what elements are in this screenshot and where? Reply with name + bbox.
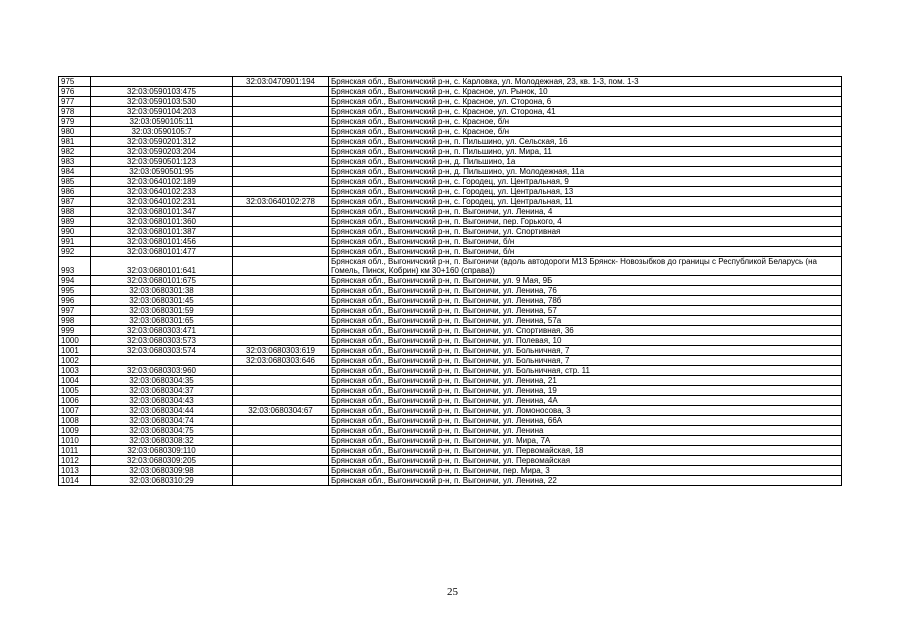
table-row xyxy=(59,346,842,356)
cell-address: Брянская обл., Выгоничский р-н, п. Выгоничи, ул. Ленина, 4А xyxy=(329,396,842,406)
cell-related-cadastral-number xyxy=(233,366,329,376)
table-row xyxy=(59,456,842,466)
cell-row-number: 1011 xyxy=(59,446,91,456)
cell-cadastral-number: 32:03:0680301:59 xyxy=(91,306,233,316)
cell-cadastral-number: 32:03:0590103:475 xyxy=(91,87,233,97)
cell-related-cadastral-number xyxy=(233,456,329,466)
cell-address: Брянская обл., Выгоничский р-н, с. Городец, ул. Центральная, 11 xyxy=(329,197,842,207)
cell-cadastral-number: 32:03:0680309:98 xyxy=(91,466,233,476)
cell-address: Брянская обл., Выгоничский р-н, п. Выгоничи, ул. Ленина, 19 xyxy=(329,386,842,396)
cell-row-number: 981 xyxy=(59,137,91,147)
cell-row-number: 1000 xyxy=(59,336,91,346)
table-row xyxy=(59,286,842,296)
cell-address: Брянская обл., Выгоничский р-н, с. Красное, б/н xyxy=(329,127,842,137)
cell-related-cadastral-number xyxy=(233,386,329,396)
cell-related-cadastral-number xyxy=(233,237,329,247)
cell-row-number: 985 xyxy=(59,177,91,187)
cell-cadastral-number: 32:03:0680303:574 xyxy=(91,346,233,356)
cell-cadastral-number: 32:03:0590501:123 xyxy=(91,157,233,167)
table-row xyxy=(59,376,842,386)
cell-address: Брянская обл., Выгоничский р-н, п. Выгоничи, ул. Ленина, 78б xyxy=(329,296,842,306)
cell-address: Брянская обл., Выгоничский р-н, п. Выгоничи, ул. Ленина, 4 xyxy=(329,207,842,217)
table-row xyxy=(59,77,842,87)
cell-cadastral-number: 32:03:0680303:471 xyxy=(91,326,233,336)
cell-related-cadastral-number xyxy=(233,416,329,426)
table-row xyxy=(59,426,842,436)
cell-row-number: 988 xyxy=(59,207,91,217)
table-row xyxy=(59,157,842,167)
cell-address: Брянская обл., Выгоничский р-н, с. Красное, ул. Сторона, 41 xyxy=(329,107,842,117)
cell-related-cadastral-number xyxy=(233,167,329,177)
registry-table-body xyxy=(59,77,842,486)
cell-cadastral-number: 32:03:0680303:960 xyxy=(91,366,233,376)
cell-address: Брянская обл., Выгоничский р-н, с. Карловка, ул. Молодежная, 23, кв. 1-3, пом. 1-3 xyxy=(329,77,842,87)
cell-address: Брянская обл., Выгоничский р-н, п. Выгоничи, ул. Первомайская, 18 xyxy=(329,446,842,456)
cell-row-number: 992 xyxy=(59,247,91,257)
cell-cadastral-number xyxy=(91,356,233,366)
table-row xyxy=(59,466,842,476)
cell-row-number: 977 xyxy=(59,97,91,107)
table-row xyxy=(59,476,842,486)
cell-row-number: 978 xyxy=(59,107,91,117)
cell-related-cadastral-number xyxy=(233,336,329,346)
cell-related-cadastral-number xyxy=(233,217,329,227)
cell-row-number: 976 xyxy=(59,87,91,97)
cell-row-number: 1013 xyxy=(59,466,91,476)
cell-address: Брянская обл., Выгоничский р-н, п. Выгоничи, ул. Мира, 7А xyxy=(329,436,842,446)
cell-cadastral-number: 32:03:0640102:189 xyxy=(91,177,233,187)
cell-row-number: 987 xyxy=(59,197,91,207)
cell-address: Брянская обл., Выгоничский р-н, п. Выгоничи, ул. Ленина, 76 xyxy=(329,286,842,296)
cell-related-cadastral-number xyxy=(233,117,329,127)
cell-related-cadastral-number xyxy=(233,316,329,326)
cell-cadastral-number: 32:03:0680101:347 xyxy=(91,207,233,217)
cell-cadastral-number: 32:03:0680101:641 xyxy=(91,257,233,276)
cell-cadastral-number: 32:03:0680309:110 xyxy=(91,446,233,456)
cell-related-cadastral-number xyxy=(233,107,329,117)
cell-related-cadastral-number: 32:03:0640102:278 xyxy=(233,197,329,207)
cell-related-cadastral-number xyxy=(233,476,329,486)
cell-address: Брянская обл., Выгоничский р-н, п. Пильшино, ул. Мира, 11 xyxy=(329,147,842,157)
cell-related-cadastral-number xyxy=(233,187,329,197)
table-row xyxy=(59,167,842,177)
table-row xyxy=(59,177,842,187)
cell-row-number: 1008 xyxy=(59,416,91,426)
cell-cadastral-number: 32:03:0680303:573 xyxy=(91,336,233,346)
cell-row-number: 1014 xyxy=(59,476,91,486)
table-row xyxy=(59,257,842,276)
cell-row-number: 980 xyxy=(59,127,91,137)
table-row xyxy=(59,227,842,237)
cell-row-number: 997 xyxy=(59,306,91,316)
cell-cadastral-number: 32:03:0680101:477 xyxy=(91,247,233,257)
cell-row-number: 990 xyxy=(59,227,91,237)
cell-address: Брянская обл., Выгоничский р-н, п. Выгоничи, ул. Ленина xyxy=(329,426,842,436)
cell-address: Брянская обл., Выгоничский р-н, с. Городец, ул. Центральная, 9 xyxy=(329,177,842,187)
page-number: 25 xyxy=(447,586,458,598)
cell-cadastral-number: 32:03:0590105:7 xyxy=(91,127,233,137)
cell-row-number: 1005 xyxy=(59,386,91,396)
cell-related-cadastral-number xyxy=(233,376,329,386)
cell-address: Брянская обл., Выгоничский р-н, п. Выгоничи, ул. Ленина, 57а xyxy=(329,316,842,326)
cell-cadastral-number: 32:03:0680304:43 xyxy=(91,396,233,406)
cell-address: Брянская обл., Выгоничский р-н, п. Выгоничи, ул. Ленина, 57 xyxy=(329,306,842,316)
cell-address: Брянская обл., Выгоничский р-н, п. Выгоничи, пер. Горького, 4 xyxy=(329,217,842,227)
cell-row-number: 1002 xyxy=(59,356,91,366)
cell-address: Брянская обл., Выгоничский р-н, п. Пильшино, ул. Сельская, 16 xyxy=(329,137,842,147)
table-row xyxy=(59,107,842,117)
table-row xyxy=(59,127,842,137)
cell-cadastral-number: 32:03:0680304:35 xyxy=(91,376,233,386)
cell-cadastral-number: 32:03:0590105:11 xyxy=(91,117,233,127)
cell-related-cadastral-number xyxy=(233,426,329,436)
cell-related-cadastral-number: 32:03:0680303:646 xyxy=(233,356,329,366)
cell-address: Брянская обл., Выгоничский р-н, п. Выгоничи, ул. Больничная, стр. 11 xyxy=(329,366,842,376)
cell-cadastral-number: 32:03:0680301:65 xyxy=(91,316,233,326)
cell-related-cadastral-number xyxy=(233,147,329,157)
cell-related-cadastral-number xyxy=(233,396,329,406)
table-row xyxy=(59,316,842,326)
cell-row-number: 1001 xyxy=(59,346,91,356)
cell-row-number: 991 xyxy=(59,237,91,247)
cell-cadastral-number xyxy=(91,77,233,87)
table-row xyxy=(59,446,842,456)
table-row xyxy=(59,97,842,107)
cell-cadastral-number: 32:03:0680301:38 xyxy=(91,286,233,296)
cell-related-cadastral-number xyxy=(233,137,329,147)
table-row xyxy=(59,137,842,147)
cell-address: Брянская обл., Выгоничский р-н, д. Пильшино, ул. Молодежная, 11а xyxy=(329,167,842,177)
cell-cadastral-number: 32:03:0590501:95 xyxy=(91,167,233,177)
table-row xyxy=(59,356,842,366)
cell-address: Брянская обл., Выгоничский р-н, д. Пильшино, 1а xyxy=(329,157,842,167)
table-row xyxy=(59,207,842,217)
cell-address: Брянская обл., Выгоничский р-н, п. Выгоничи, б/н xyxy=(329,247,842,257)
cell-cadastral-number: 32:03:0590104:203 xyxy=(91,107,233,117)
cell-row-number: 996 xyxy=(59,296,91,306)
table-row xyxy=(59,197,842,207)
cell-cadastral-number: 32:03:0680304:74 xyxy=(91,416,233,426)
cell-related-cadastral-number xyxy=(233,87,329,97)
table-row xyxy=(59,117,842,127)
table-row xyxy=(59,366,842,376)
table-row xyxy=(59,147,842,157)
cell-related-cadastral-number xyxy=(233,446,329,456)
table-row xyxy=(59,87,842,97)
cell-related-cadastral-number xyxy=(233,127,329,137)
cell-related-cadastral-number xyxy=(233,286,329,296)
cell-address: Брянская обл., Выгоничский р-н, с. Красное, ул. Рынок, 10 xyxy=(329,87,842,97)
cell-related-cadastral-number xyxy=(233,326,329,336)
cell-related-cadastral-number xyxy=(233,466,329,476)
cell-row-number: 1012 xyxy=(59,456,91,466)
cell-related-cadastral-number xyxy=(233,177,329,187)
cell-address: Брянская обл., Выгоничский р-н, п. Выгоничи, ул. Ленина, 66А xyxy=(329,416,842,426)
cell-address: Брянская обл., Выгоничский р-н, п. Выгоничи (вдоль автодороги М13 Брянск- Новозыбков до границы с Республикой Беларусь (на Гомель, Пинск, Кобрин) км 30+160 (справа)) xyxy=(329,257,842,276)
cell-cadastral-number: 32:03:0680101:675 xyxy=(91,276,233,286)
cell-related-cadastral-number xyxy=(233,436,329,446)
cell-cadastral-number: 32:03:0640102:233 xyxy=(91,187,233,197)
cell-row-number: 993 xyxy=(59,257,91,276)
cell-row-number: 994 xyxy=(59,276,91,286)
cell-related-cadastral-number xyxy=(233,227,329,237)
cell-related-cadastral-number xyxy=(233,306,329,316)
cell-address: Брянская обл., Выгоничский р-н, п. Выгоничи, ул. Первомайская xyxy=(329,456,842,466)
cell-address: Брянская обл., Выгоничский р-н, п. Выгоничи, ул. 9 Мая, 9Б xyxy=(329,276,842,286)
cell-address: Брянская обл., Выгоничский р-н, п. Выгоничи, ул. Больничная, 7 xyxy=(329,356,842,366)
cell-address: Брянская обл., Выгоничский р-н, п. Выгоничи, ул. Спортивная, 36 xyxy=(329,326,842,336)
cell-cadastral-number: 32:03:0590103:530 xyxy=(91,97,233,107)
cell-related-cadastral-number: 32:03:0470901:194 xyxy=(233,77,329,87)
cell-row-number: 982 xyxy=(59,147,91,157)
cell-row-number: 1003 xyxy=(59,366,91,376)
registry-table xyxy=(58,76,842,486)
cell-row-number: 995 xyxy=(59,286,91,296)
cell-related-cadastral-number xyxy=(233,296,329,306)
cell-cadastral-number: 32:03:0680101:360 xyxy=(91,217,233,227)
table-row xyxy=(59,276,842,286)
cell-related-cadastral-number xyxy=(233,97,329,107)
cell-row-number: 1009 xyxy=(59,426,91,436)
cell-row-number: 979 xyxy=(59,117,91,127)
cell-cadastral-number: 32:03:0680310:29 xyxy=(91,476,233,486)
cell-row-number: 1006 xyxy=(59,396,91,406)
table-row xyxy=(59,187,842,197)
cell-row-number: 989 xyxy=(59,217,91,227)
cell-address: Брянская обл., Выгоничский р-н, п. Выгоничи, ул. Ленина, 22 xyxy=(329,476,842,486)
cell-row-number: 1004 xyxy=(59,376,91,386)
cell-related-cadastral-number xyxy=(233,207,329,217)
cell-cadastral-number: 32:03:0680304:44 xyxy=(91,406,233,416)
cell-address: Брянская обл., Выгоничский р-н, с. Красное, ул. Сторона, 6 xyxy=(329,97,842,107)
cell-related-cadastral-number: 32:03:0680304:67 xyxy=(233,406,329,416)
cell-address: Брянская обл., Выгоничский р-н, п. Выгоничи, ул. Полевая, 10 xyxy=(329,336,842,346)
cell-row-number: 975 xyxy=(59,77,91,87)
cell-address: Брянская обл., Выгоничский р-н, п. Выгоничи, пер. Мира, 3 xyxy=(329,466,842,476)
cell-cadastral-number: 32:03:0680101:456 xyxy=(91,237,233,247)
cell-row-number: 986 xyxy=(59,187,91,197)
cell-related-cadastral-number xyxy=(233,247,329,257)
cell-row-number: 1010 xyxy=(59,436,91,446)
cell-cadastral-number: 32:03:0680304:75 xyxy=(91,426,233,436)
cell-row-number: 999 xyxy=(59,326,91,336)
cell-cadastral-number: 32:03:0640102:231 xyxy=(91,197,233,207)
cell-address: Брянская обл., Выгоничский р-н, с. Красное, б/н xyxy=(329,117,842,127)
table-row xyxy=(59,416,842,426)
cell-cadastral-number: 32:03:0590201:312 xyxy=(91,137,233,147)
table-row xyxy=(59,396,842,406)
cell-cadastral-number: 32:03:0680304:37 xyxy=(91,386,233,396)
cell-cadastral-number: 32:03:0590203:204 xyxy=(91,147,233,157)
table-row xyxy=(59,386,842,396)
table-row xyxy=(59,326,842,336)
cell-address: Брянская обл., Выгоничский р-н, п. Выгоничи, б/н xyxy=(329,237,842,247)
cell-address: Брянская обл., Выгоничский р-н, с. Городец, ул. Центральная, 13 xyxy=(329,187,842,197)
table-row xyxy=(59,296,842,306)
cell-row-number: 1007 xyxy=(59,406,91,416)
cell-related-cadastral-number xyxy=(233,157,329,167)
cell-row-number: 983 xyxy=(59,157,91,167)
table-row xyxy=(59,336,842,346)
cell-cadastral-number: 32:03:0680308:32 xyxy=(91,436,233,446)
cell-row-number: 984 xyxy=(59,167,91,177)
cell-address: Брянская обл., Выгоничский р-н, п. Выгоничи, ул. Ленина, 21 xyxy=(329,376,842,386)
cell-address: Брянская обл., Выгоничский р-н, п. Выгоничи, ул. Спортивная xyxy=(329,227,842,237)
cell-related-cadastral-number xyxy=(233,257,329,276)
cell-related-cadastral-number: 32:03:0680303:619 xyxy=(233,346,329,356)
table-row xyxy=(59,247,842,257)
table-row xyxy=(59,406,842,416)
table-row xyxy=(59,217,842,227)
cell-row-number: 998 xyxy=(59,316,91,326)
cell-cadastral-number: 32:03:0680301:45 xyxy=(91,296,233,306)
cell-address: Брянская обл., Выгоничский р-н, п. Выгоничи, ул. Больничная, 7 xyxy=(329,346,842,356)
table-row xyxy=(59,237,842,247)
cell-related-cadastral-number xyxy=(233,276,329,286)
cell-cadastral-number: 32:03:0680309:205 xyxy=(91,456,233,466)
table-row xyxy=(59,306,842,316)
cell-address: Брянская обл., Выгоничский р-н, п. Выгоничи, ул. Ломоносова, 3 xyxy=(329,406,842,416)
cell-cadastral-number: 32:03:0680101:387 xyxy=(91,227,233,237)
table-row xyxy=(59,436,842,446)
